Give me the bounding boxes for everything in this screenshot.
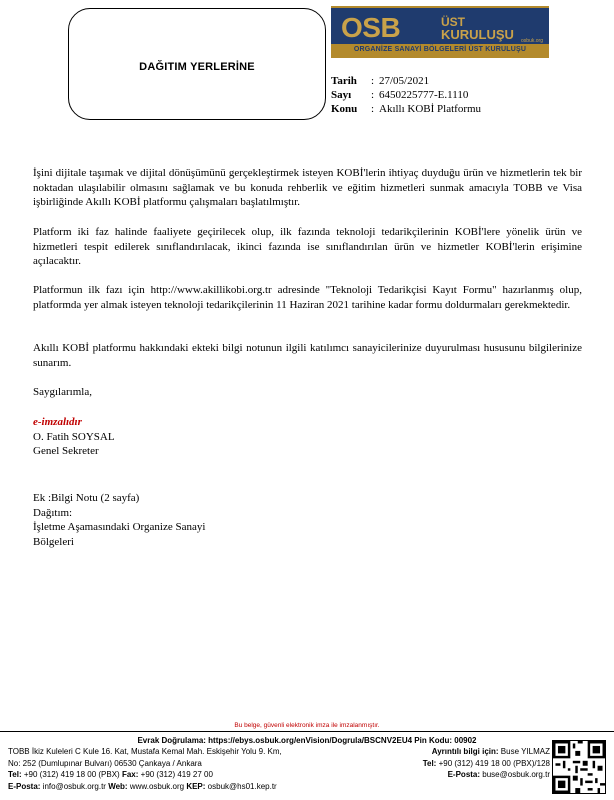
esign-label: e-imzalıdır bbox=[33, 416, 82, 428]
meta-row-number bbox=[331, 88, 481, 102]
address-line-2: No: 252 (Dumlupınar Bulvarı) 06530 Çankaya / Ankara bbox=[8, 758, 202, 768]
distribution-title: DAĞITIM YERLERİNE bbox=[139, 61, 255, 73]
kep-label: KEP: bbox=[186, 781, 206, 791]
contact-email-link[interactable]: buse@osbuk.org.tr bbox=[482, 770, 550, 779]
attachment-block bbox=[33, 491, 205, 549]
meta-colon: : bbox=[371, 75, 375, 87]
fax-label: Fax: bbox=[121, 770, 139, 779]
contact-tel-value: +90 (312) 419 18 00 (PBX)/128 bbox=[438, 758, 550, 768]
contact-web-line bbox=[8, 781, 368, 793]
attachment-line: Ek :Bilgi Notu (2 sayfa) bbox=[33, 492, 140, 504]
meta-key: Tarih bbox=[331, 75, 357, 87]
email-link[interactable]: info@osbuk.org.tr bbox=[42, 781, 106, 791]
contact-email-line bbox=[378, 769, 550, 781]
verification-line: Evrak Doğrulama: https://ebys.osbuk.org/enVision/Dogrula/BSCNV2EU4 Pin Kodu: 00902 bbox=[137, 736, 477, 745]
tel-label: Tel: bbox=[8, 770, 22, 779]
logo-url: osbuk.org bbox=[521, 38, 543, 44]
email-label: E-Posta: bbox=[8, 781, 41, 791]
contact-label: Ayrıntılı bilgi için: bbox=[431, 747, 499, 756]
footer bbox=[8, 735, 550, 791]
body-paragraph-3: Platformun ilk fazı için http://www.akillikobi.org.tr adresinde "Teknoloji Tedarikçisi Kayıt Formu" hazırlanmış olup, platformda yer almak isteyen teknoloji tedarikçilerinin 11 Haziran 2021 tarihine kadar formu doldurmaları gerekmektedir. bbox=[33, 284, 582, 311]
contact-email-label: E-Posta: bbox=[447, 770, 481, 779]
osb-logo bbox=[331, 6, 549, 58]
footer-contact bbox=[378, 746, 550, 781]
document-meta bbox=[331, 74, 481, 116]
secure-signature-note: Bu belge, güvenli elektronik imza ile imzalanmıştır. bbox=[234, 722, 380, 729]
web-link[interactable]: www.osbuk.org bbox=[129, 781, 185, 791]
signer-title: Genel Sekreter bbox=[33, 445, 99, 457]
footer-divider bbox=[0, 731, 614, 732]
contact-tel-label: Tel: bbox=[422, 758, 437, 768]
signer-name: O. Fatih SOYSAL bbox=[33, 431, 115, 443]
contact-name: Buse YILMAZ bbox=[500, 747, 550, 756]
address-line-1: TOBB İkiz Kuleleri C Kule 16. Kat, Mustafa Kemal Mah. Eskişehir Yolu 9. Km, bbox=[8, 747, 282, 756]
signature-block bbox=[33, 430, 115, 458]
greeting: Saygılarımla, bbox=[33, 386, 92, 398]
qr-code-image bbox=[552, 740, 606, 794]
distribution-box bbox=[68, 8, 326, 120]
distribution-line-1: İşletme Aşamasındaki Organize Sanayi bbox=[33, 521, 206, 533]
body-paragraph-4: Akıllı KOBİ platformu hakkındaki ekteki bilgi notunun ilgili katılımcı sanayicilerinize duyurulması hususunu bilgilerinize sunarım. bbox=[33, 342, 582, 369]
meta-value: Akıllı KOBİ Platformu bbox=[379, 103, 482, 115]
meta-row-subject bbox=[331, 102, 481, 116]
contact-tel-line bbox=[378, 758, 550, 770]
body-paragraph-1: İşini dijitale taşımak ve dijital dönüşümünü gerçekleştirmek isteyen KOBİ'lerin ihtiyaç duyduğu ürün ve hizmetlerin tek bir noktadan ulaşılabilir olmasını sağlamak ve bu konuda rehberlik ve eğitim hizmetleri sunmak amacıyla TOBB ve Visa işbirliğinde Akıllı KOBİ platformu çalışmaları başlatılmıştır. bbox=[33, 167, 582, 208]
meta-value: 6450225777-E.1110 bbox=[379, 89, 469, 101]
meta-colon: : bbox=[371, 103, 375, 115]
body-paragraph-2: Platform iki faz halinde faaliyete geçirilecek olup, ilk fazında teknoloji tedarikçilerinin KOBİ'lere yönelik ürün ve hizmetleri tespit edilerek sınıflandırılacak, ikinci fazında ise sınıflandırılan ürün ve hizmetler KOBİ'lerin erişimine açılacaktır. bbox=[33, 226, 582, 267]
web-label: Web: bbox=[108, 781, 128, 791]
meta-colon: : bbox=[371, 89, 375, 101]
logo-bar: ORGANİZE SANAYİ BÖLGELERİ ÜST KURULUŞU bbox=[331, 44, 549, 56]
logo-ust-text: ÜST bbox=[441, 15, 465, 29]
distribution-line-2: Bölgeleri bbox=[33, 535, 74, 548]
qr-code-icon bbox=[553, 741, 605, 793]
meta-key: Sayı bbox=[331, 89, 352, 101]
kep-value: osbuk@hs01.kep.tr bbox=[207, 781, 277, 791]
meta-row-date bbox=[331, 74, 481, 88]
fax-value: +90 (312) 419 27 00 bbox=[140, 770, 213, 779]
distribution-label: Dağıtım: bbox=[33, 506, 73, 519]
footer-address bbox=[8, 746, 368, 792]
meta-value: 27/05/2021 bbox=[379, 75, 430, 87]
meta-key: Konu bbox=[331, 103, 358, 115]
logo-kurulusu-text: KURULUŞU bbox=[441, 27, 514, 42]
contact-person-line bbox=[378, 746, 550, 758]
tel-value: +90 (312) 419 18 00 (PBX) bbox=[23, 770, 120, 779]
logo-osb-text: OSB bbox=[341, 12, 401, 43]
phone-fax-line bbox=[8, 769, 368, 781]
